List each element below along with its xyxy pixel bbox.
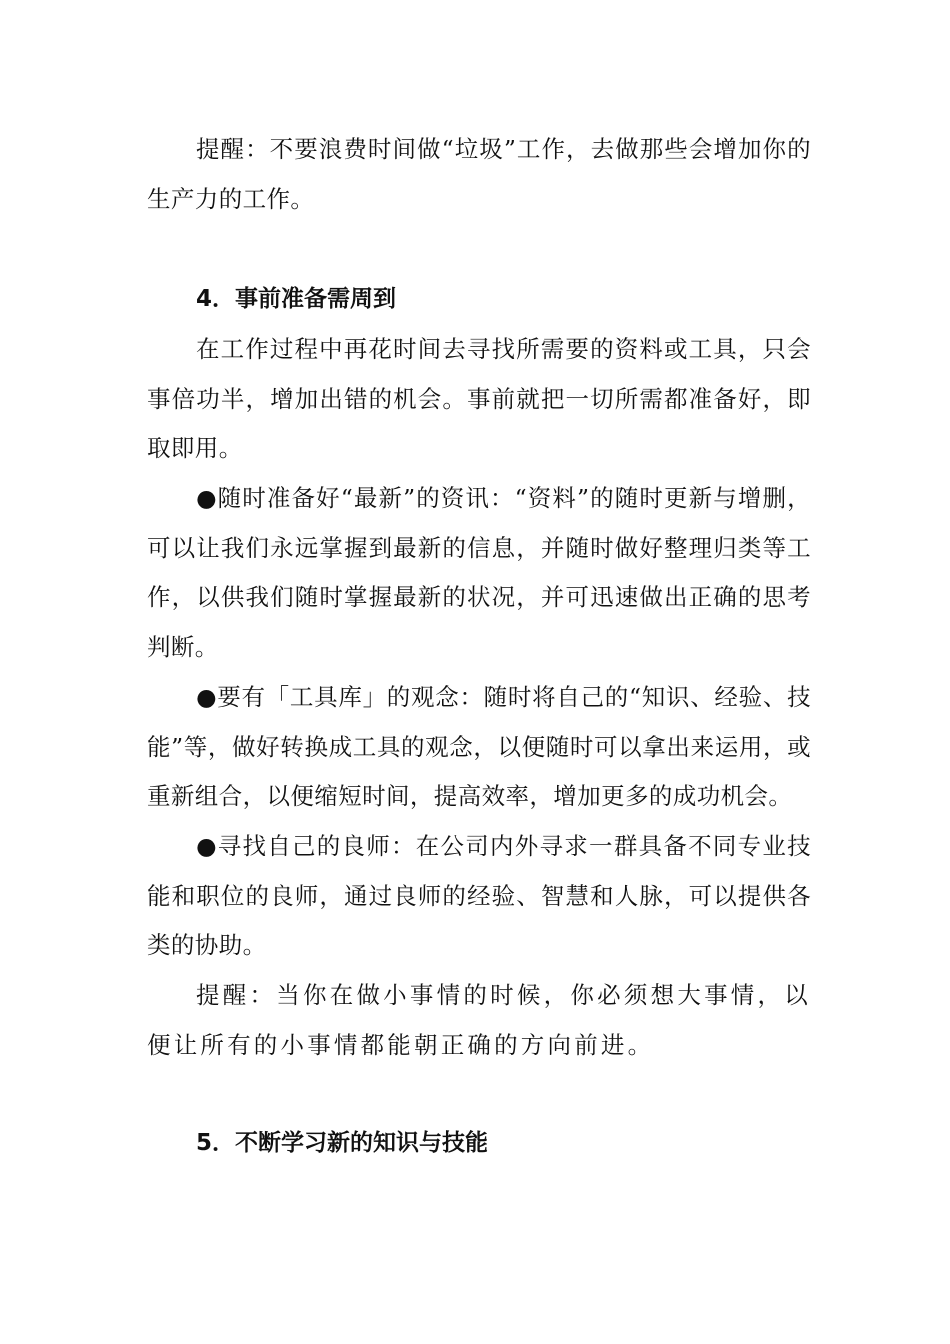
body-paragraph-preparation: 在工作过程中再花时间去寻找所需要的资料或工具，只会事倍功半，增加出错的机会。事前就把一切所需都准备好，即取即用。 (147, 335, 811, 463)
bullet-paragraph-toolbox: ●要有「工具库」的观念：随时将自己的“知识、经验、技能”等，做好转换成工具的观念，以便随时可以拿出来运用，或重新组合，以便缩短时间，提高效率，增加更多的成功机会。 (147, 683, 811, 811)
reminder-paragraph-2: 提醒：当你在做小事情的时候，你必须想大事情，以便让所有的小事情都能朝正确的方向前进。 (147, 981, 811, 1059)
section-heading-4: 4．事前准备需周到 (196, 286, 397, 312)
bullet-paragraph-latest-info: ●随时准备好“最新”的资讯：“资料”的随时更新与增删，可以让我们永远掌握到最新的信息，并随时做好整理归类等工作，以供我们随时掌握最新的状况，并可迅速做出正确的思考判断。 (147, 484, 811, 661)
section-heading-5: 5．不断学习新的知识与技能 (196, 1130, 489, 1156)
bullet-paragraph-mentor: ●寻找自己的良师：在公司内外寻求一群具备不同专业技能和职位的良师，通过良师的经验、智慧和人脉，可以提供各类的协助。 (147, 832, 811, 960)
reminder-paragraph-1: 提醒：不要浪费时间做“垃圾”工作，去做那些会增加你的生产力的工作。 (147, 135, 811, 213)
